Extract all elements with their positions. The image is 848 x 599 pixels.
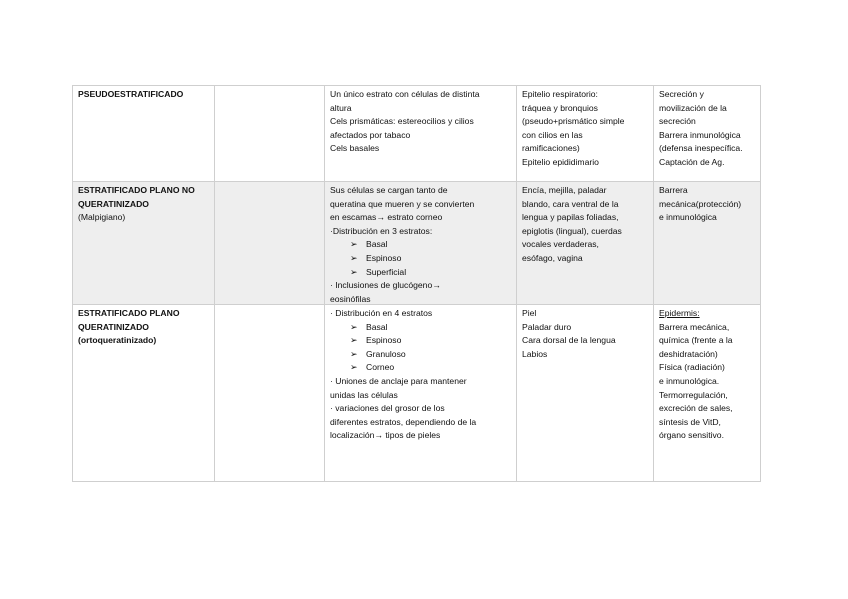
bullet-item — [330, 252, 512, 266]
bullet-item — [330, 238, 512, 252]
localizacion-cell — [517, 86, 654, 182]
bullet-item — [330, 361, 512, 375]
empty-cell — [215, 182, 325, 305]
descripcion-line: eosinófilas — [330, 293, 371, 304]
tipo-cell — [73, 305, 215, 482]
descripcion-line: ·Distribución en 3 estratos: — [330, 225, 433, 236]
funcion-line: química (frente a la — [659, 335, 733, 346]
arrow-bullet-icon: ➢ — [350, 252, 358, 263]
localizacion-line: con cilios en las — [522, 129, 583, 140]
table-row — [73, 86, 761, 182]
arrow-bullet-icon: ➢ — [350, 362, 358, 373]
descripcion-line: queratina que mueren y se convierten — [330, 198, 475, 209]
localizacion-line: Labios — [522, 348, 548, 359]
descripcion-line: unidas las células — [330, 389, 398, 400]
descripcion-line: Un único estrato con células de distinta — [330, 89, 480, 99]
bullet-label: Basal — [366, 239, 388, 250]
funcion-cell — [654, 305, 761, 482]
funcion-line: Secreción y — [659, 89, 704, 99]
localizacion-line: Epitelio respiratorio: — [522, 89, 598, 99]
localizacion-line: Encía, mejilla, paladar — [522, 185, 607, 195]
funcion-line: Barrera — [659, 185, 688, 195]
arrow-bullet-icon: ➢ — [350, 266, 358, 277]
tipo-text: (ortoqueratinizado) — [78, 335, 157, 346]
funcion-line: Captación de Ag. — [659, 156, 725, 167]
descripcion-line: altura — [330, 102, 352, 113]
localizacion-cell — [517, 182, 654, 305]
funcion-line: mecánica(protección) — [659, 198, 742, 209]
arrow-bullet-icon: ➢ — [350, 239, 358, 250]
funcion-cell — [654, 182, 761, 305]
arrow-bullet-icon: ➢ — [350, 335, 358, 346]
tipo-text: PSEUDOESTRATIFICADO — [78, 89, 184, 99]
localizacion-line: esófago, vagina — [522, 252, 583, 263]
descripcion-line: Cels basales — [330, 143, 380, 154]
tipo-cell — [73, 86, 215, 182]
bullet-item — [330, 334, 512, 348]
localizacion-line: vocales verdaderas, — [522, 239, 599, 250]
localizacion-line: ramificaciones) — [522, 143, 580, 154]
tipo-subtitle: (Malpigiano) — [78, 212, 126, 223]
funcion-line: Termorregulación, — [659, 389, 728, 400]
bullet-label: Granuloso — [366, 348, 406, 359]
descripcion-cell — [325, 182, 517, 305]
tipo-cell — [73, 182, 215, 305]
descripcion-line: · variaciones del grosor de los — [330, 403, 445, 414]
epithelium-table — [72, 85, 761, 482]
bullet-label: Basal — [366, 321, 388, 332]
funcion-line: Física (radiación) — [659, 362, 725, 373]
descripcion-cell — [325, 305, 517, 482]
descripcion-line: · Uniones de anclaje para mantener — [330, 375, 467, 386]
localizacion-line: epiglotis (lingual), cuerdas — [522, 225, 622, 236]
localizacion-line: Epitelio epididimario — [522, 156, 599, 167]
localizacion-line: Cara dorsal de la lengua — [522, 335, 616, 346]
funcion-line: e inmunológica — [659, 212, 717, 223]
localizacion-line: blando, cara ventral de la — [522, 198, 619, 209]
descripcion-line: Sus células se cargan tanto de — [330, 185, 448, 195]
tipo-text: ESTRATIFICADO PLANO NO — [78, 185, 195, 195]
funcion-line: Barrera inmunológica — [659, 129, 741, 140]
descripcion-line: · Distribución en 4 estratos — [330, 308, 433, 318]
bullet-label: Corneo — [366, 362, 395, 373]
funcion-line: órgano sensitivo. — [659, 430, 724, 441]
descripcion-line: localización→ tipos de pieles — [330, 430, 441, 441]
descripcion-line: diferentes estratos, dependiendo de la — [330, 416, 477, 427]
empty-cell — [215, 305, 325, 482]
funcion-line: e inmunológica. — [659, 375, 720, 386]
funcion-line: deshidratación) — [659, 348, 718, 359]
empty-cell — [215, 86, 325, 182]
localizacion-line: Piel — [522, 308, 537, 318]
funcion-heading: Epidermis: — [659, 308, 700, 318]
localizacion-line: tráquea y bronquios — [522, 102, 598, 113]
funcion-cell — [654, 86, 761, 182]
table-row — [73, 305, 761, 482]
localizacion-line: Paladar duro — [522, 321, 572, 332]
descripcion-line: en escamas→ estrato corneo — [330, 212, 443, 223]
funcion-line: excreción de sales, — [659, 403, 733, 414]
localizacion-cell — [517, 305, 654, 482]
bullet-item — [330, 321, 512, 335]
funcion-line: secreción — [659, 116, 696, 127]
bullet-item — [330, 348, 512, 362]
funcion-line: Barrera mecánica, — [659, 321, 730, 332]
funcion-line: síntesis de VitD, — [659, 416, 721, 427]
tipo-text: QUERATINIZADO — [78, 198, 149, 209]
funcion-line: (defensa inespecífica. — [659, 143, 743, 154]
localizacion-line: (pseudo+prismático simple — [522, 116, 625, 127]
bullet-label: Superficial — [366, 266, 407, 277]
arrow-bullet-icon: ➢ — [350, 348, 358, 359]
descripcion-cell — [325, 86, 517, 182]
bullet-label: Espinoso — [366, 335, 402, 346]
descripcion-line: afectados por tabaco — [330, 129, 411, 140]
table-row — [73, 182, 761, 305]
localizacion-line: lengua y papilas foliadas, — [522, 212, 619, 223]
tipo-text: QUERATINIZADO — [78, 321, 149, 332]
funcion-line: movilización de la — [659, 102, 727, 113]
bullet-label: Espinoso — [366, 252, 402, 263]
arrow-bullet-icon: ➢ — [350, 321, 358, 332]
tipo-text: ESTRATIFICADO PLANO — [78, 308, 180, 318]
descripcion-line: Cels prismáticas: estereocilios y cilios — [330, 116, 474, 127]
bullet-item — [330, 266, 512, 280]
descripcion-line: · Inclusiones de glucógeno→ — [330, 280, 441, 291]
